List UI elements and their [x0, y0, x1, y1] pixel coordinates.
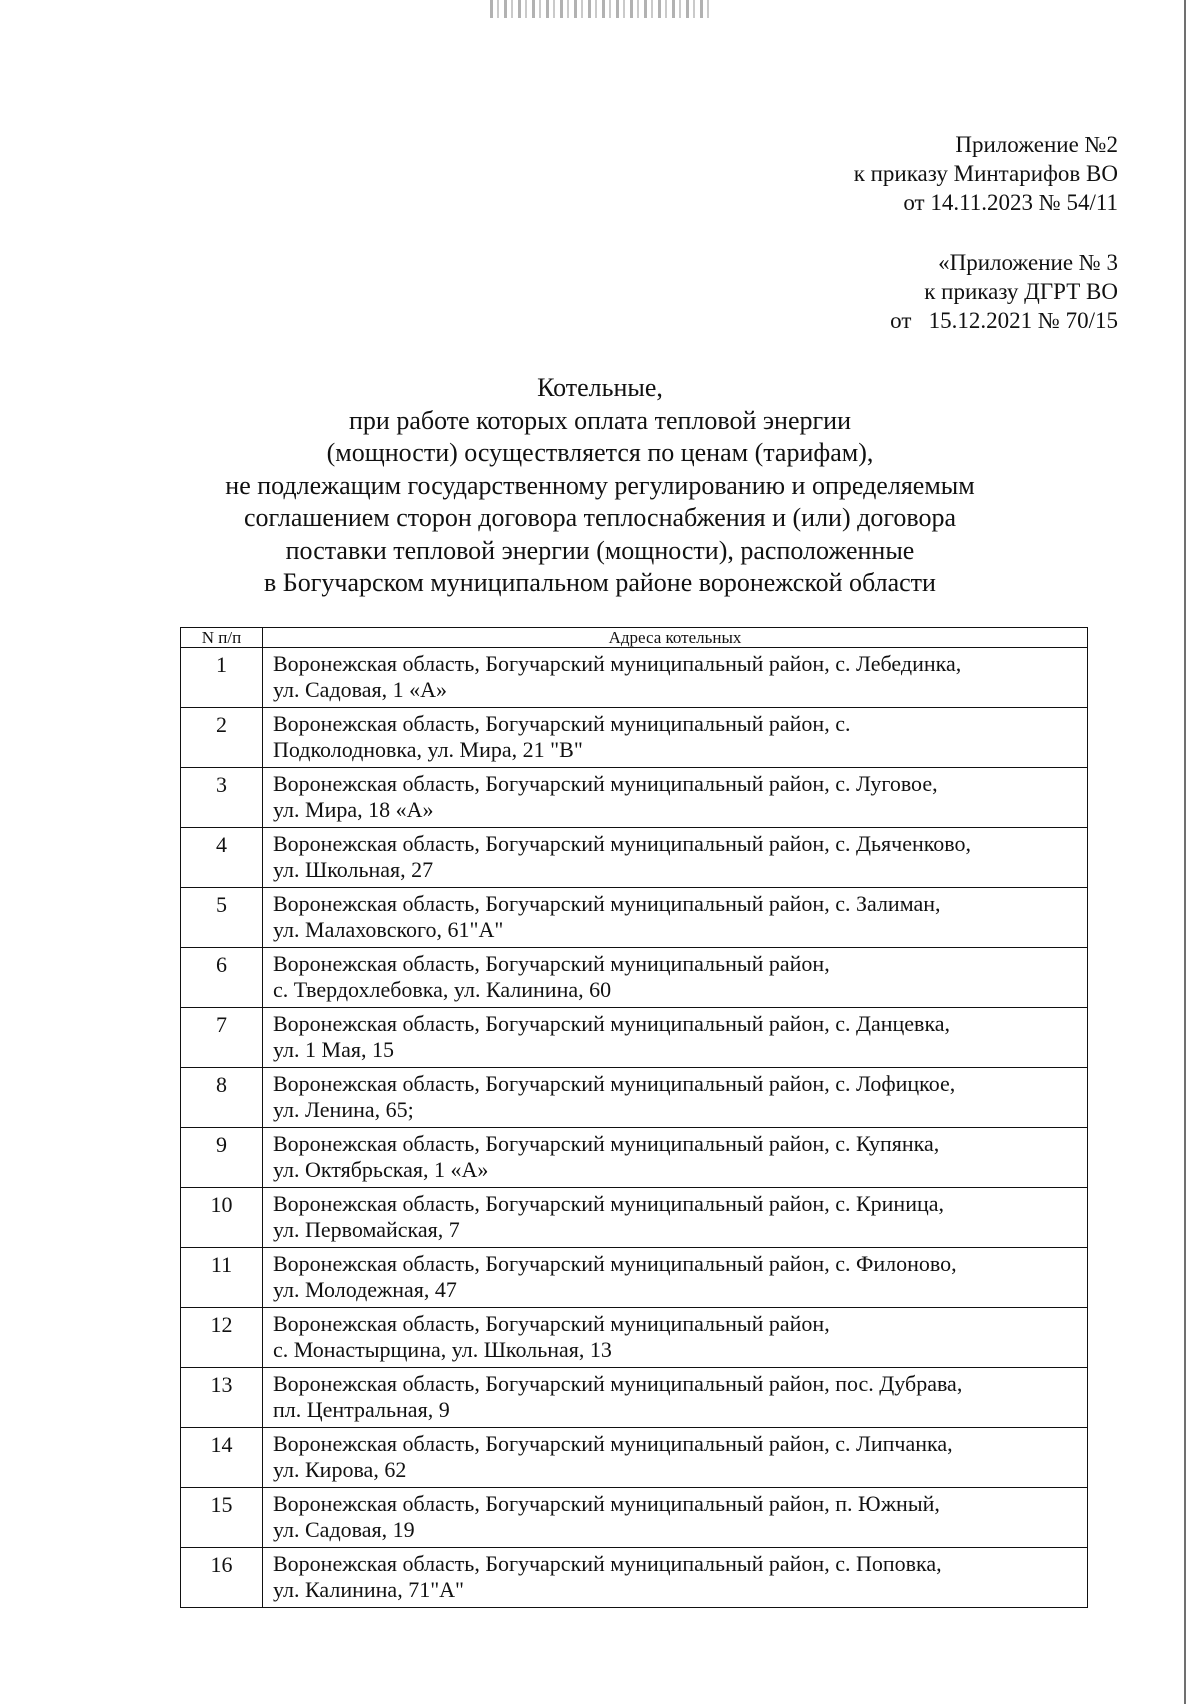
table-row: [181, 1488, 1088, 1548]
row-address: [263, 708, 1088, 768]
row-address: [263, 1068, 1088, 1128]
address-line-2: пл. Центральная, 9: [273, 1397, 450, 1422]
address-line-2: с. Монастырщина, ул. Школьная, 13: [273, 1337, 612, 1362]
row-number: 16: [181, 1548, 263, 1608]
address-line-1: Воронежская область, Богучарский муниципальный район, с. Филоново,: [273, 1251, 957, 1276]
address-line-2: ул. Первомайская, 7: [273, 1217, 460, 1242]
page-edge-line: [1184, 0, 1186, 1704]
appendix-line: Приложение №2: [955, 132, 1118, 157]
document-title: [180, 372, 1020, 600]
row-number: 3: [181, 768, 263, 828]
address-line-1: Воронежская область, Богучарский муниципальный район, с. Данцевка,: [273, 1011, 951, 1036]
address-line-1: Воронежская область, Богучарский муниципальный район, с. Поповка,: [273, 1551, 942, 1576]
address-line-1: Воронежская область, Богучарский муниципальный район, с. Залиман,: [273, 891, 941, 916]
title-line: не подлежащим государственному регулированию и определяемым: [225, 470, 975, 500]
row-address: [263, 768, 1088, 828]
appendix-reference-original: [890, 248, 1118, 335]
row-address: [263, 1248, 1088, 1308]
appendix-reference-current: [854, 130, 1118, 217]
row-number: 2: [181, 708, 263, 768]
address-line-2: ул. Садовая, 19: [273, 1517, 415, 1542]
row-address: [263, 1548, 1088, 1608]
title-line: соглашением сторон договора теплоснабжения и (или) договора: [243, 503, 957, 532]
row-number: 1: [181, 648, 263, 708]
address-line-1: Воронежская область, Богучарский муниципальный район, с. Лофицкое,: [273, 1071, 956, 1096]
table-row: [181, 1548, 1088, 1608]
table-row: [181, 948, 1088, 1008]
address-line-2: ул. Кирова, 62: [273, 1457, 407, 1482]
address-line-1: Воронежская область, Богучарский муниципальный район,: [273, 1311, 830, 1336]
row-number: 13: [181, 1368, 263, 1428]
row-number: 9: [181, 1128, 263, 1188]
table-row: [181, 1008, 1088, 1068]
table-row: [181, 1068, 1088, 1128]
row-number: 11: [181, 1248, 263, 1308]
table-row: [181, 888, 1088, 948]
row-number: 10: [181, 1188, 263, 1248]
row-number: 5: [181, 888, 263, 948]
address-line-1: Воронежская область, Богучарский муниципальный район, с. Луговое,: [273, 771, 938, 796]
row-address: [263, 1488, 1088, 1548]
address-line-2: с. Твердохлебовка, ул. Калинина, 60: [273, 977, 612, 1002]
appendix-line: от 14.11.2023 № 54/11: [903, 190, 1118, 215]
row-number: 12: [181, 1308, 263, 1368]
address-line-2: ул. Садовая, 1 «А»: [273, 677, 448, 702]
appendix-line: «Приложение № 3: [938, 250, 1118, 275]
scan-artifact: [490, 0, 710, 18]
row-address: [263, 648, 1088, 708]
address-line-2: ул. Октябрьская, 1 «А»: [273, 1157, 489, 1182]
appendix-line: к приказу Минтарифов ВО: [853, 161, 1118, 186]
boiler-address-table: [180, 627, 1088, 1608]
row-number: 14: [181, 1428, 263, 1488]
row-number: 4: [181, 828, 263, 888]
title-line: поставки тепловой энергии (мощности), расположенные: [285, 535, 915, 565]
row-address: [263, 1188, 1088, 1248]
address-line-1: Воронежская область, Богучарский муниципальный район, с. Криница,: [273, 1191, 944, 1216]
table-row: [181, 1428, 1088, 1488]
table-row: [181, 1308, 1088, 1368]
address-line-1: Воронежская область, Богучарский муниципальный район, с.: [273, 711, 851, 736]
row-address: [263, 1428, 1088, 1488]
address-line-1: Воронежская область, Богучарский муниципальный район, с. Липчанка,: [273, 1431, 953, 1456]
row-address: [263, 1008, 1088, 1068]
table-row: [181, 768, 1088, 828]
row-address: [263, 1128, 1088, 1188]
row-number: 8: [181, 1068, 263, 1128]
address-line-2: ул. Калинина, 71"А": [273, 1577, 465, 1602]
address-line-2: ул. Ленина, 65;: [273, 1097, 414, 1122]
address-line-1: Воронежская область, Богучарский муниципальный район,: [273, 951, 830, 976]
table-row: [181, 1188, 1088, 1248]
address-line-2: Подколодновка, ул. Мира, 21 "В": [273, 737, 583, 762]
table-row: [181, 708, 1088, 768]
address-line-2: ул. Молодежная, 47: [273, 1277, 457, 1302]
title-line: при работе которых оплата тепловой энергии: [349, 405, 851, 435]
address-line-1: Воронежская область, Богучарский муниципальный район, с. Лебединка,: [273, 651, 962, 676]
address-line-2: ул. Мира, 18 «А»: [273, 797, 434, 822]
address-line-1: Воронежская область, Богучарский муниципальный район, п. Южный,: [273, 1491, 940, 1516]
row-address: [263, 828, 1088, 888]
table-body: [181, 648, 1088, 1608]
row-number: 15: [181, 1488, 263, 1548]
row-number: 6: [181, 948, 263, 1008]
row-address: [263, 948, 1088, 1008]
table-row: [181, 828, 1088, 888]
address-line-1: Воронежская область, Богучарский муниципальный район, с. Дьяченково,: [273, 831, 972, 856]
title-line: в Богучарском муниципальном районе воронежской области: [264, 568, 936, 597]
address-line-1: Воронежская область, Богучарский муниципальный район, пос. Дубрава,: [273, 1371, 963, 1396]
table-row: [181, 1248, 1088, 1308]
appendix-line: от 15.12.2021 № 70/15: [890, 308, 1118, 333]
row-number: 7: [181, 1008, 263, 1068]
address-line-2: ул. Малаховского, 61"А": [273, 917, 504, 942]
header-address: Адреса котельных: [263, 628, 1088, 648]
table-row: [181, 1128, 1088, 1188]
title-line: Котельные,: [537, 373, 663, 402]
table-row: [181, 1368, 1088, 1428]
title-line: (мощности) осуществляется по ценам (тарифам),: [326, 438, 874, 467]
address-line-2: ул. Школьная, 27: [273, 857, 434, 882]
row-address: [263, 888, 1088, 948]
table-header-row: [181, 628, 1088, 648]
row-address: [263, 1308, 1088, 1368]
appendix-line: к приказу ДГРТ ВО: [924, 279, 1118, 304]
address-line-2: ул. 1 Мая, 15: [273, 1037, 394, 1062]
header-number: N п/п: [181, 628, 263, 648]
table-row: [181, 648, 1088, 708]
row-address: [263, 1368, 1088, 1428]
address-line-1: Воронежская область, Богучарский муниципальный район, с. Купянка,: [273, 1131, 940, 1156]
